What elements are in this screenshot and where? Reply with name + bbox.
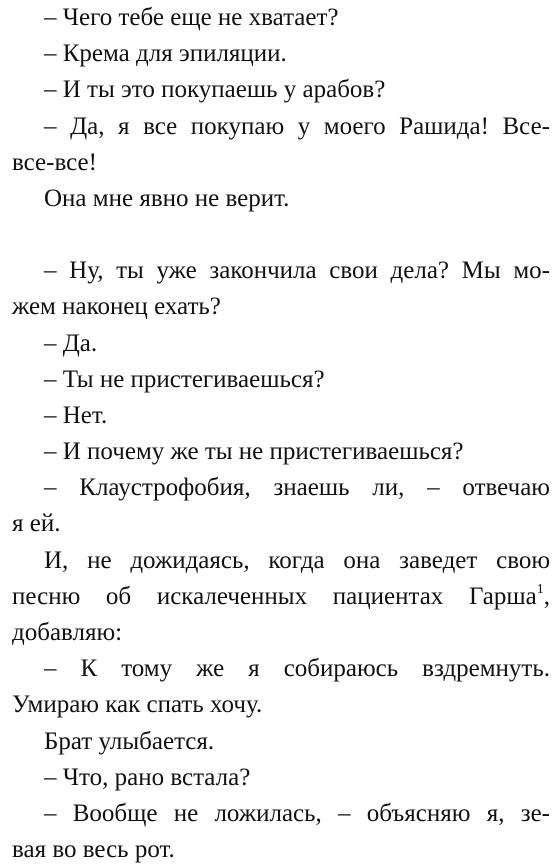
text-line: Брат улыбается. [44,727,215,755]
text-line: я ей. [12,510,61,538]
text-line: – Да. [44,329,98,357]
text-fragment: песню об искалеченных пациентах Гарша [12,582,537,610]
text-line: Умираю как спать хочу. [12,691,263,719]
text-line: – Клаустрофобия, знаешь ли, – отвечаю [44,474,550,502]
text-line: Она мне явно не верит. [44,184,290,212]
text-line: – И почему же ты не пристегиваешься? [44,438,464,466]
text-line: – И ты это покупаешь у арабов? [44,76,386,104]
text-line: – К тому же я собираюсь вздремнуть. [44,655,550,683]
text-line: вая во весь рот. [12,836,175,864]
text-line: – Да, я все покупаю у моего Рашида! Все- [44,112,550,140]
text-line: жем наконец ехать? [12,293,221,321]
text-line: добавляю: [12,619,123,646]
text-line [12,579,550,615]
text-line: – Ну, ты уже закончила свои дела? Мы мо- [44,257,550,285]
text-fragment: , [543,582,550,610]
text-line: И, не дожидаясь, когда она заведет свою [44,546,550,574]
text-line: – Нет. [44,401,108,429]
text-line: – Вообще не ложилась, – объясняю я, зе- [44,799,550,827]
text-line: – Чего тебе еще не хватает? [44,4,339,31]
text-line: – Крема для эпиляции. [44,40,287,68]
text-line: все-все! [12,148,97,176]
text-line: – Ты не пристегиваешься? [44,365,325,393]
text-line: – Что, рано встала? [44,763,251,791]
footnote-marker: 1 [536,581,544,597]
section-gap [12,217,550,253]
